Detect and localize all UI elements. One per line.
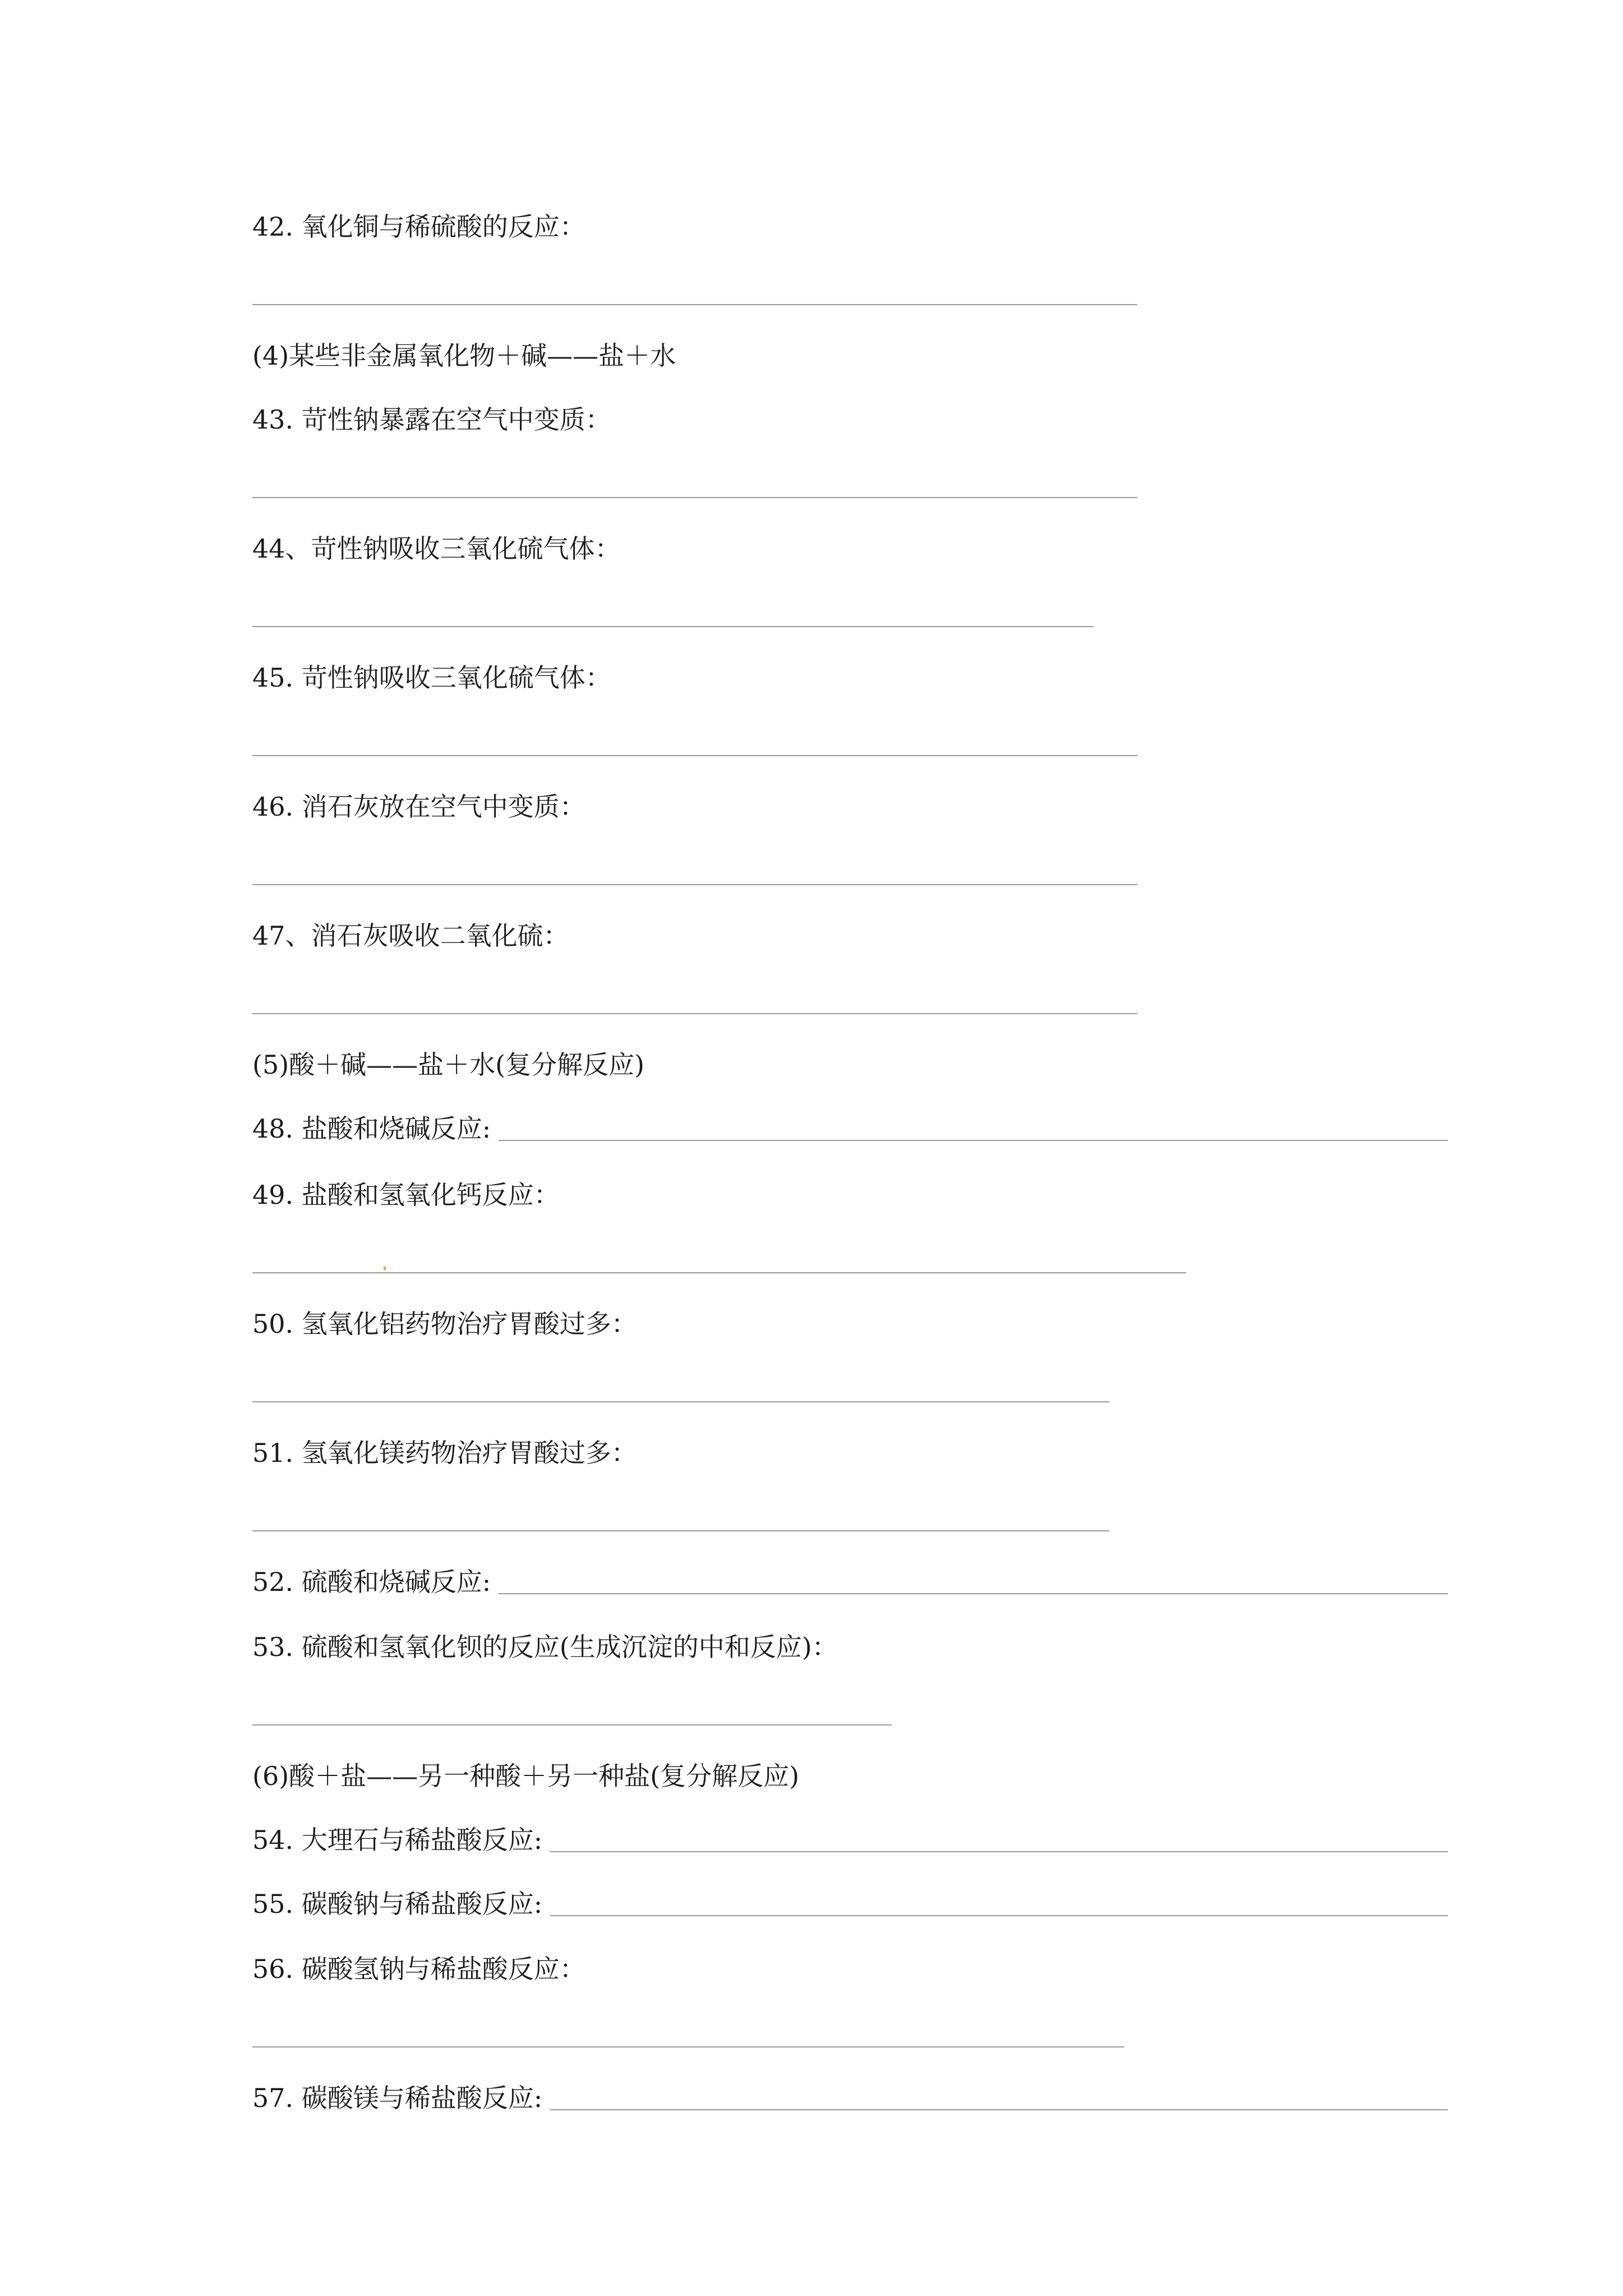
answer-line-54[interactable] xyxy=(550,1851,1448,1852)
question-43: 43. 苛性钠暴露在空气中变质： xyxy=(252,404,611,435)
answer-line-57[interactable] xyxy=(550,2109,1448,2110)
question-45: 45. 苛性钠吸收三氧化硫气体： xyxy=(252,662,611,693)
answer-line-56[interactable] xyxy=(252,2046,1124,2047)
question-52: 52. 硫酸和烧碱反应: xyxy=(252,1567,491,1597)
answer-line-50[interactable] xyxy=(252,1401,1109,1402)
question-48-row xyxy=(252,1112,1448,1145)
question-50: 50. 氢氧化铝药物治疗胃酸过多： xyxy=(252,1309,637,1339)
section-heading-6: (6)酸＋盐——另一种酸＋另一种盐(复分解反应) xyxy=(252,1761,800,1791)
answer-line-55[interactable] xyxy=(550,1915,1448,1916)
question-54-row xyxy=(252,1823,1448,1857)
question-47: 47、消石灰吸收二氧化硫： xyxy=(252,921,569,951)
answer-line-48[interactable] xyxy=(499,1140,1448,1141)
question-52-row xyxy=(252,1565,1448,1599)
answer-line-52[interactable] xyxy=(499,1593,1448,1594)
question-56: 56. 碳酸氢钠与稀盐酸反应： xyxy=(252,1954,585,1984)
answer-line-43[interactable] xyxy=(252,497,1137,498)
question-49: 49. 盐酸和氢氧化钙反应： xyxy=(252,1180,560,1210)
answer-line-46[interactable] xyxy=(252,884,1137,885)
question-46: 46. 消石灰放在空气中变质： xyxy=(252,792,585,822)
section-heading-4: (4)某些非金属氧化物＋碱——盐＋水 xyxy=(252,341,676,371)
question-48: 48. 盐酸和烧碱反应: xyxy=(252,1114,491,1144)
question-42: 42. 氧化铜与稀硫酸的反应： xyxy=(252,211,585,242)
question-57: 57. 碳酸镁与稀盐酸反应: xyxy=(252,2083,543,2113)
answer-line-44[interactable] xyxy=(252,626,1094,627)
answer-line-49[interactable] xyxy=(252,1272,1186,1273)
answer-line-53[interactable] xyxy=(252,1724,892,1726)
question-51: 51. 氢氧化镁药物治疗胃酸过多： xyxy=(252,1438,637,1468)
question-53: 53. 硫酸和氢氧化钡的反应(生成沉淀的中和反应)： xyxy=(252,1632,838,1662)
question-57-row xyxy=(252,2081,1448,2115)
answer-line-51[interactable] xyxy=(252,1530,1109,1531)
answer-line-45[interactable] xyxy=(252,755,1137,756)
answer-line-47[interactable] xyxy=(252,1013,1137,1014)
question-55: 55. 碳酸钠与稀盐酸反应: xyxy=(252,1889,543,1919)
question-54: 54. 大理石与稀盐酸反应: xyxy=(252,1825,543,1855)
section-heading-5: (5)酸＋碱——盐＋水(复分解反应) xyxy=(252,1050,645,1080)
answer-line-42[interactable] xyxy=(252,304,1137,305)
question-55-row xyxy=(252,1887,1448,1921)
question-44: 44、苛性钠吸收三氧化硫气体： xyxy=(252,533,621,564)
stray-mark xyxy=(384,1267,386,1270)
